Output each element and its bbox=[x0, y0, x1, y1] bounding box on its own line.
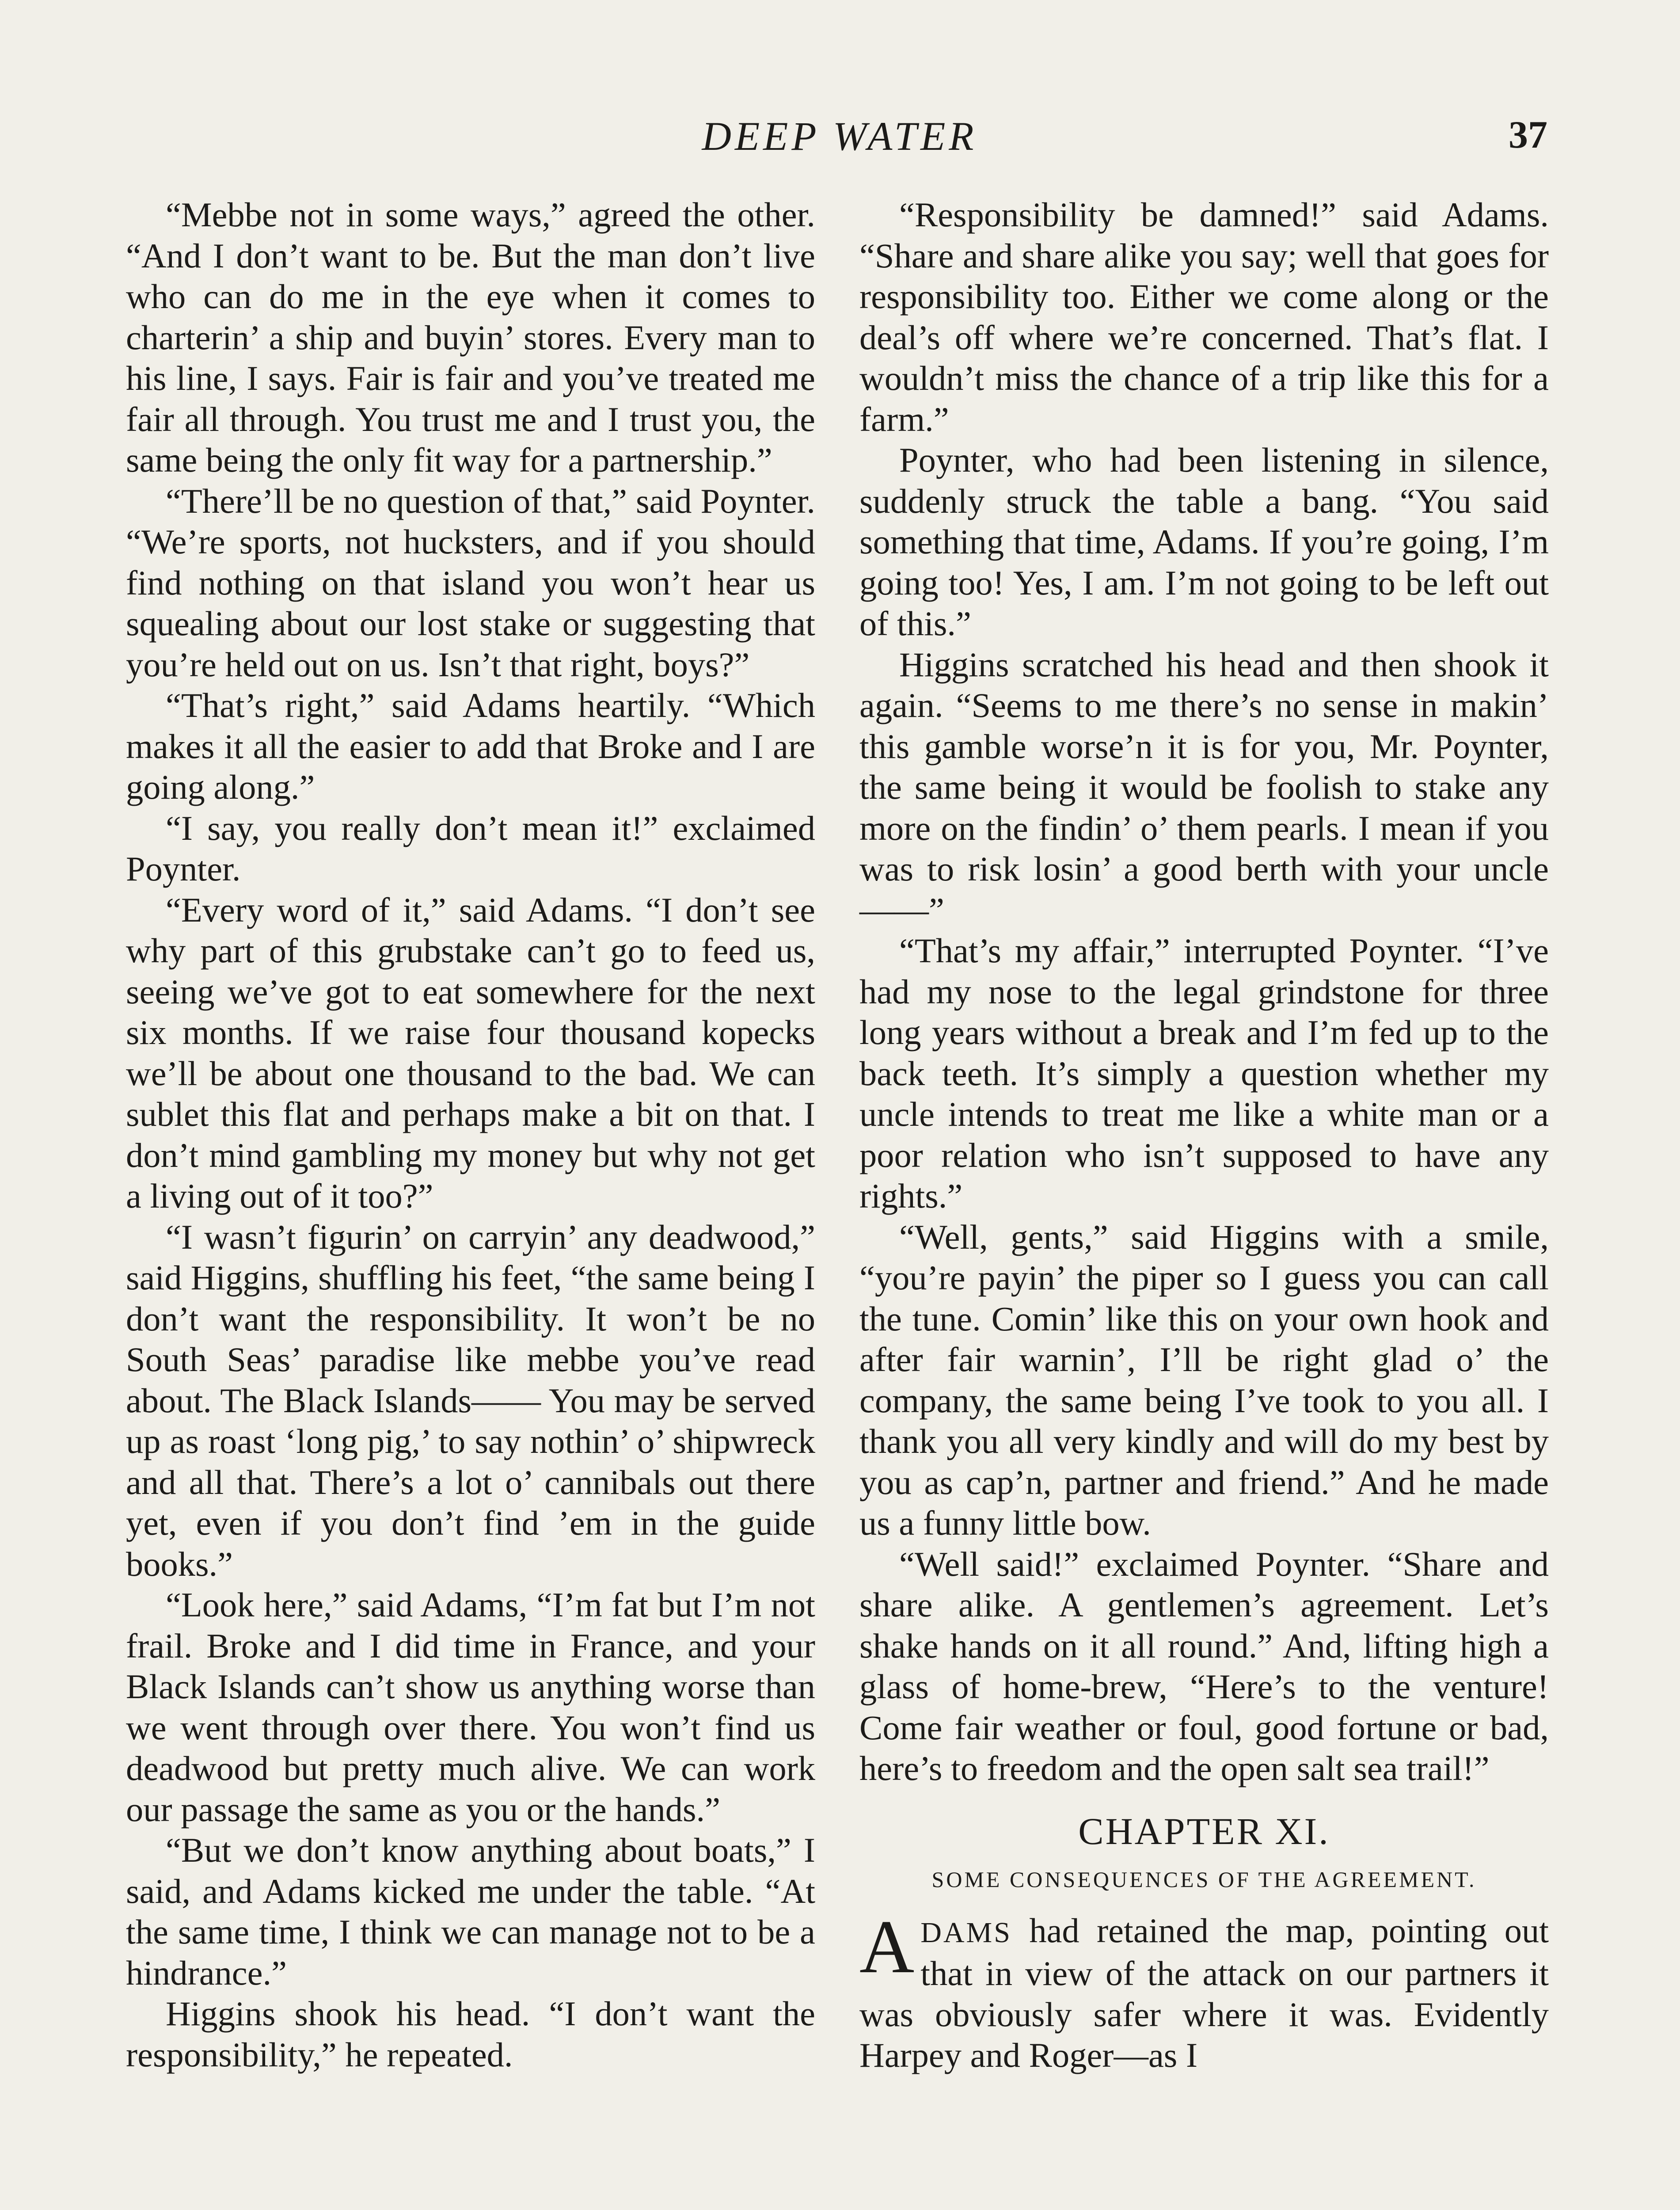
page-number: 37 bbox=[1509, 114, 1547, 156]
paragraph: “Mebbe not in some ways,” agreed the other. “And I don’t want to be. But the man don’t live who can do me in the eye when it comes to charterin’ a ship and buyin’ stores. Every man to his line, I says. Fair is fair and you’ve treated me fair all through. You trust me and I trust you, the same being the only fit way for a partnership.” bbox=[126, 195, 815, 479]
chapter-opening-paragraph bbox=[859, 1905, 1549, 2076]
chapter-title: CHAPTER XI. bbox=[1078, 1810, 1330, 1852]
paragraph: “Well said!” exclaimed Poynter. “Share and share alike. A gentlemen’s agreement. Let’s shake hands on it all round.” And, lifting high a glass of home-brew, “Here’s to the venture! Come fair weather or foul, good fortune or bad, here’s to freedom and the open salt sea trail!” bbox=[859, 1544, 1549, 1787]
paragraph: “Every word of it,” said Adams. “I don’t see why part of this grubstake can’t go to feed us, seeing we’ve got to eat somewhere for the next six months. If we raise four thousand kopecks we’ll be about one thousand to the bad. We can sublet this flat and perhaps make a bit on that. I don’t mind gambling my money but why not get a living out of it too?” bbox=[126, 890, 815, 1215]
paragraph: Higgins scratched his head and then shook it again. “Seems to me there’s no sense in makin’ this gamble worse’n it is for you, Mr. Poynter, the same being it would be foolish to stake any more on the findin’ o’ them pearls. I mean if you was to risk losin’ a good berth with your uncle——” bbox=[859, 645, 1549, 929]
paragraph: “I say, you really don’t mean it!” exclaimed Poynter. bbox=[126, 808, 815, 888]
opening-lead-word: DAMS bbox=[920, 1916, 1012, 1949]
paragraph: “But we don’t know anything about boats,” I said, and Adams kicked me under the table. “At the same time, I think we can manage not to be a hindrance.” bbox=[126, 1831, 815, 1992]
left-column bbox=[126, 194, 815, 2075]
paragraph: “I wasn’t figurin’ on carryin’ any deadwood,” said Higgins, shuffling his feet, “the same being I don’t want the responsibility. It won’t be no South Seas’ paradise like mebbe you’ve read about. The Black Islands—— You may be served up as roast ‘long pig,’ to say nothin’ o’ shipwreck and all that. There’s a lot o’ cannibals out there yet, even if you don’t find ’em in the guide books.” bbox=[126, 1217, 815, 1583]
running-title: DEEP WATER bbox=[702, 114, 977, 159]
chapter-subtitle: SOME CONSEQUENCES OF THE AGREEMENT. bbox=[931, 1867, 1477, 1892]
paragraph: “Well, gents,” said Higgins with a smile, “you’re payin’ the piper so I guess you can call the tune. Comin’ like this on your own hook and after fair warnin’, I’ll be right glad o’ the company, the same being I’ve took to you all. I thank you all very kindly and will do my best by you as cap’n, partner and friend.” And he made us a funny little bow. bbox=[859, 1217, 1549, 1542]
paragraph: “That’s my affair,” interrupted Poynter. “I’ve had my nose to the legal grindstone for three long years without a break and I’m fed up to the back teeth. It’s simply a question whether my uncle intends to treat me like a white man or a poor relation who isn’t supposed to have any rights.” bbox=[859, 931, 1549, 1215]
paragraph: Higgins shook his head. “I don’t want the responsibility,” he repeated. bbox=[126, 1994, 815, 2074]
paragraph: “Responsibility be damned!” said Adams. “Share and share alike you say; well that goes for responsibility too. Either we come along or the deal’s off where we’re concerned. That’s flat. I wouldn’t miss the chance of a trip like this for a farm.” bbox=[859, 195, 1549, 438]
paragraph: Poynter, who had been listening in silence, suddenly struck the table a bang. “You said something that time, Adams. If you’re going, I’m going too! Yes, I am. I’m not going to be left out of this.” bbox=[859, 441, 1549, 643]
drop-cap: A bbox=[859, 1905, 915, 1989]
right-column bbox=[859, 194, 1549, 2076]
paragraph: “Look here,” said Adams, “I’m fat but I’m not frail. Broke and I did time in France, and your Black Islands can’t show us anything worse than we went through over there. You won’t find us deadwood but pretty much alive. We can work our passage the same as you or the hands.” bbox=[126, 1585, 815, 1829]
paragraph: “There’ll be no question of that,” said Poynter. “We’re sports, not hucksters, and if you should find nothing on that island you won’t hear us squealing about our lost stake or suggesting that you’re held out on us. Isn’t that right, boys?” bbox=[126, 481, 815, 684]
opening-text: had retained the map, pointing out that in view of the attack on our partners it was obviously safer where it was. Evidently Harpey and Roger—as I bbox=[859, 1911, 1549, 2074]
paragraph: “That’s right,” said Adams heartily. “Which makes it all the easier to add that Broke and I are going along.” bbox=[126, 686, 815, 806]
